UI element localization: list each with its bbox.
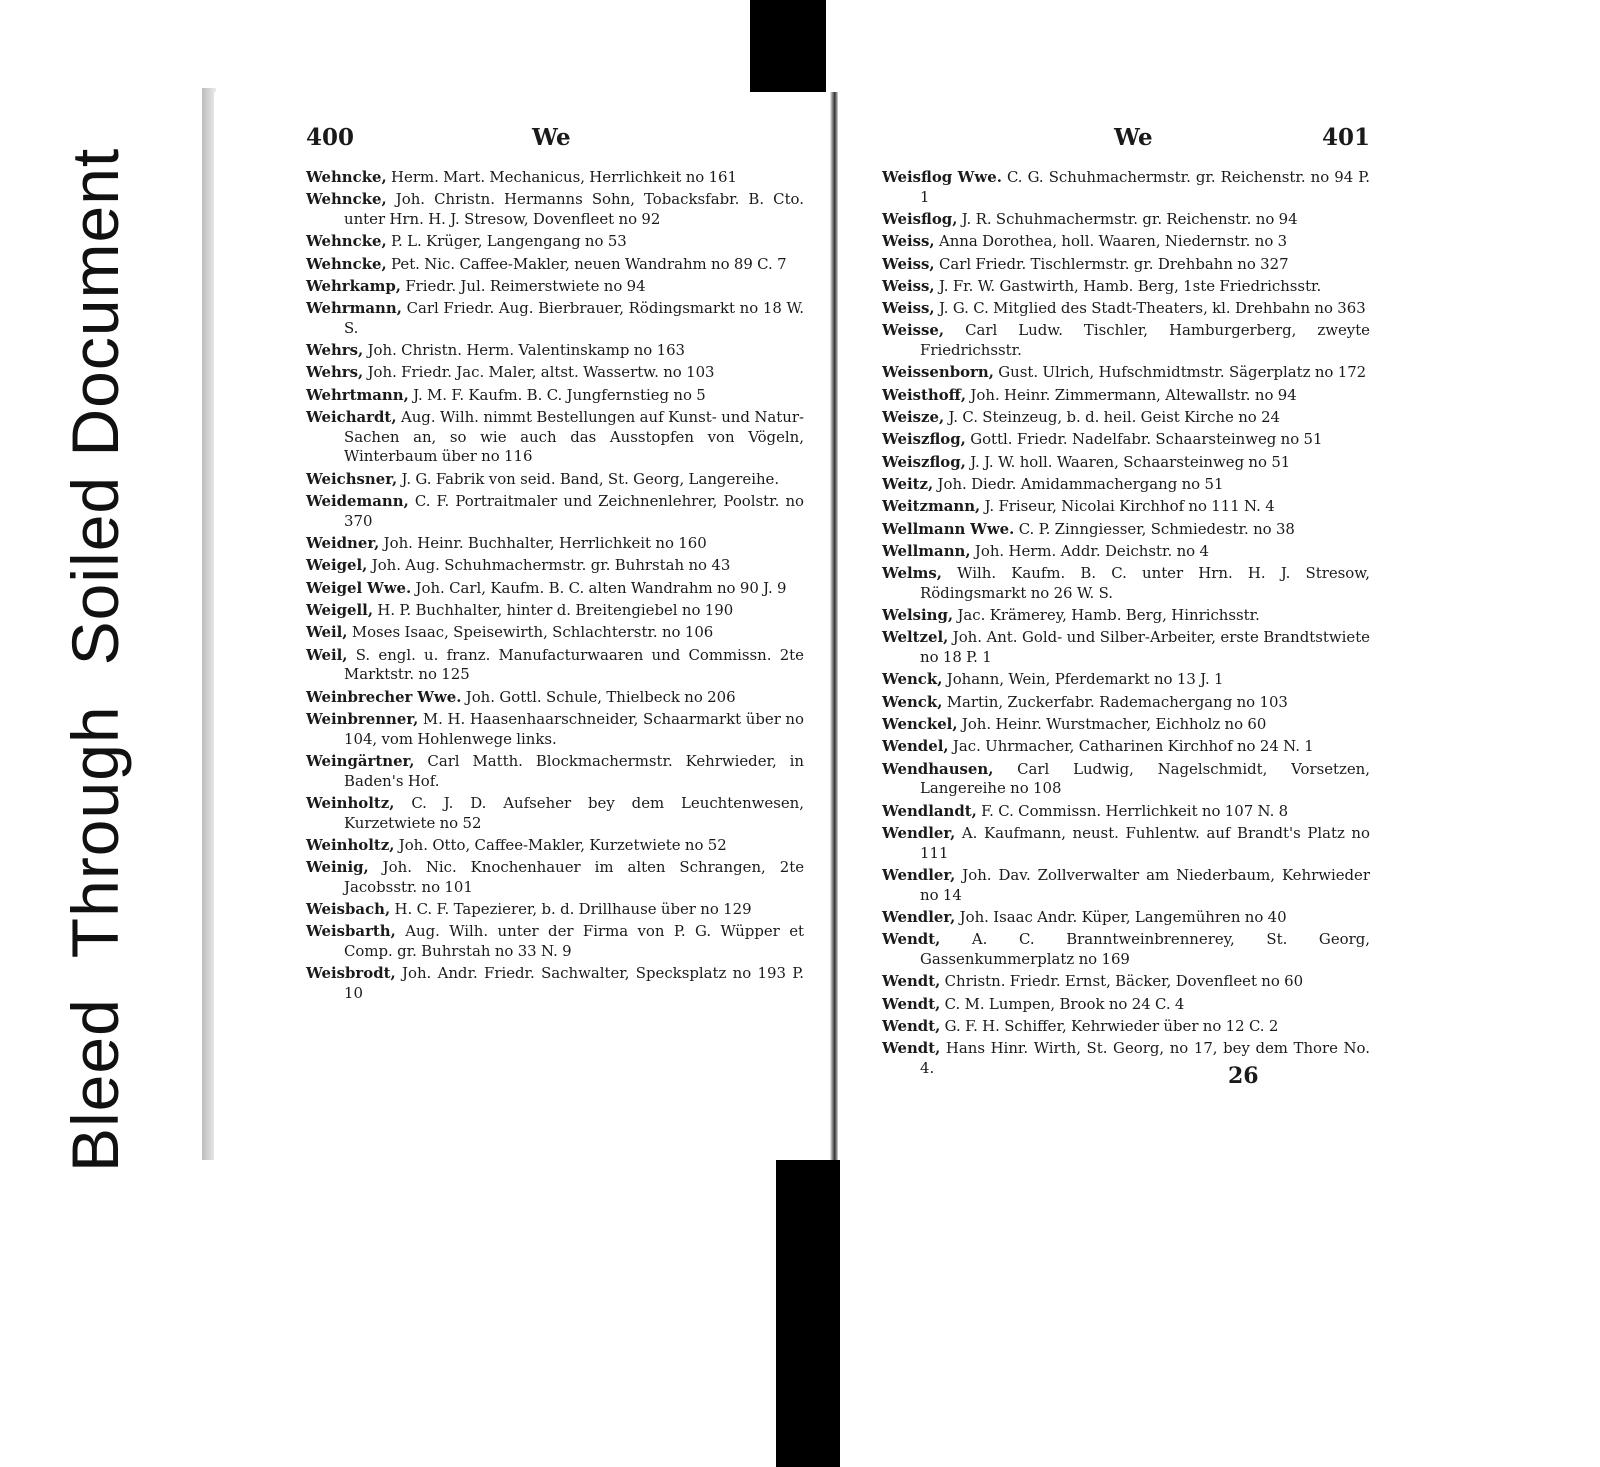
- entry-surname: Wenckel,: [882, 715, 958, 734]
- directory-entry: [882, 606, 1370, 626]
- directory-entry: [306, 255, 804, 275]
- directory-entry: [882, 210, 1370, 230]
- entry-surname: Wendel,: [882, 737, 949, 756]
- directory-entry: [882, 497, 1370, 517]
- entry-surname: Wendt,: [882, 994, 941, 1013]
- directory-entry: [306, 386, 804, 406]
- directory-entry: [306, 534, 804, 554]
- entry-surname: Weinbrenner,: [306, 709, 419, 728]
- entry-details: H. C. F. Tapezierer, b. d. Drillhause über no 129: [394, 900, 752, 919]
- entry-details: F. C. Commissn. Herrlichkeit no 107 N. 8: [981, 801, 1289, 820]
- running-head: We: [1114, 124, 1153, 151]
- entry-surname: Wehncke,: [306, 232, 387, 251]
- directory-entry: [306, 579, 804, 599]
- entry-details: Joh. Friedr. Jac. Maler, altst. Wassertw. no 103: [367, 363, 715, 382]
- entry-surname: Wendler,: [882, 907, 956, 926]
- entry-details: Aug. Wilh. nimmt Bestellungen auf Kunst- und Natur-Sachen an, so wie auch das Ausstopfen von Vögeln, Winterbaum über no 116: [344, 408, 804, 466]
- entry-details: C. G. Schuhmachermstr. gr. Reichenstr. no 94 P. 1: [920, 168, 1370, 206]
- directory-entry: [306, 341, 804, 361]
- entry-details: Joh. Gottl. Schule, Thielbeck no 206: [465, 687, 736, 706]
- entry-surname: Weisthoff,: [882, 385, 967, 404]
- entry-details: J. Fr. W. Gastwirth, Hamb. Berg, 1ste Friedrichsstr.: [938, 276, 1322, 295]
- entry-surname: Wehrkamp,: [306, 276, 401, 295]
- directory-entry: [306, 964, 804, 1003]
- directory-entry: [306, 168, 804, 188]
- directory-entry: [882, 628, 1370, 667]
- directory-entries: [306, 168, 804, 1004]
- entry-surname: Weisse,: [882, 321, 945, 340]
- book-gutter: [830, 92, 838, 1164]
- entry-surname: Wendlandt,: [882, 801, 977, 820]
- entry-surname: Wendt,: [882, 1016, 941, 1035]
- directory-entry: [882, 168, 1370, 207]
- directory-entry: [882, 430, 1370, 450]
- directory-entry: [306, 556, 804, 576]
- entry-details: Joh. Nic. Knochenhauer im alten Schrangen, 2te Jacobsstr. no 101: [344, 858, 805, 896]
- entry-surname: Weinig,: [306, 858, 369, 877]
- entry-details: Gottl. Friedr. Nadelfabr. Schaarsteinweg no 51: [970, 430, 1323, 449]
- entry-surname: Wendt,: [882, 930, 941, 949]
- entry-details: Jac. Krämerey, Hamb. Berg, Hinrichsstr.: [957, 606, 1260, 625]
- directory-entry: [882, 520, 1370, 540]
- entry-surname: Weil,: [306, 645, 348, 664]
- directory-entry: [882, 299, 1370, 319]
- entry-details: Johann, Wein, Pferdemarkt no 13 J. 1: [946, 670, 1224, 689]
- entry-details: P. L. Krüger, Langengang no 53: [391, 232, 627, 251]
- entry-surname: Wehncke,: [306, 254, 387, 273]
- film-redaction-bar-bottom: [776, 1160, 840, 1467]
- directory-entry: [306, 752, 804, 791]
- directory-entry: [306, 710, 804, 749]
- entry-surname: Weichardt,: [306, 408, 397, 427]
- entry-details: Carl Friedr. Tischlermstr. gr. Drehbahn no 327: [938, 254, 1289, 273]
- entry-details: H. P. Buchhalter, hinter d. Breitengiebel no 190: [377, 600, 734, 619]
- entry-details: Herm. Mart. Mechanicus, Herrlichkeit no 161: [391, 168, 737, 186]
- entry-surname: Weiss,: [882, 276, 935, 295]
- directory-entry: [882, 866, 1370, 905]
- directory-entry: [306, 601, 804, 621]
- directory-entry: [882, 972, 1370, 992]
- entry-surname: Welms,: [882, 564, 942, 583]
- directory-entries: [882, 168, 1370, 1079]
- entry-details: Anna Dorothea, holl. Waaren, Niedernstr. no 3: [938, 232, 1288, 251]
- entry-details: C. J. D. Aufseher bey dem Leuchtenwesen, Kurzetwiete no 52: [344, 793, 804, 832]
- entry-details: Joh. Heinr. Zimmermann, Altewallstr. no 94: [970, 385, 1297, 404]
- directory-entry: [882, 475, 1370, 495]
- page-header: [306, 124, 804, 156]
- entry-surname: Wendt,: [882, 972, 941, 991]
- directory-entry: [882, 670, 1370, 690]
- entry-details: A. Kaufmann, neust. Fuhlentw. auf Brandt's Platz no 111: [920, 823, 1370, 862]
- entry-details: Friedr. Jul. Reimerstwiete no 94: [405, 276, 646, 295]
- entry-surname: Wenck,: [882, 692, 943, 711]
- right-page: [882, 124, 1370, 1081]
- entry-surname: Weisbach,: [306, 900, 391, 919]
- entry-details: Moses Isaac, Speisewirth, Schlachterstr. no 106: [351, 623, 714, 642]
- directory-entry: [882, 564, 1370, 603]
- entry-surname: Weltzel,: [882, 628, 949, 647]
- entry-details: Joh. Ant. Gold- und Silber-Arbeiter, erste Brandtstwiete no 18 P. 1: [920, 628, 1370, 667]
- entry-details: Joh. Aug. Schuhmachermstr. gr. Buhrstah no 43: [371, 556, 731, 575]
- entry-surname: Weiss,: [882, 232, 935, 251]
- entry-surname: Weichsner,: [306, 469, 398, 488]
- directory-entry: [306, 363, 804, 383]
- entry-surname: Wellmann Wwe.: [882, 519, 1015, 538]
- entry-details: Joh. Carl, Kaufm. B. C. alten Wandrahm no 90 J. 9: [415, 578, 787, 597]
- entry-details: C. M. Lumpen, Brook no 24 C. 4: [944, 994, 1185, 1013]
- directory-entry: [306, 858, 804, 897]
- entry-details: Christn. Friedr. Ernst, Bäcker, Dovenfleet no 60: [944, 972, 1304, 991]
- stamp-word: Bleed: [58, 998, 132, 1172]
- entry-details: M. H. Haasenhaarschneider, Schaarmarkt über no 104, vom Hohlenwege links.: [344, 709, 804, 748]
- entry-surname: Weil,: [306, 623, 348, 642]
- directory-entry: [882, 277, 1370, 297]
- directory-entry: [306, 794, 804, 833]
- directory-entry: [882, 542, 1370, 562]
- directory-entry: [306, 688, 804, 708]
- page-number: 400: [306, 124, 355, 151]
- entry-details: Carl Friedr. Aug. Bierbrauer, Rödingsmarkt no 18 W. S.: [344, 299, 804, 337]
- entry-surname: Wehncke,: [306, 190, 387, 209]
- stamp-word: Through: [58, 705, 132, 959]
- entry-details: Joh. Herm. Addr. Deichstr. no 4: [974, 541, 1209, 560]
- entry-details: Joh. Isaac Andr. Küper, Langemühren no 40: [959, 907, 1287, 926]
- directory-entry: [882, 930, 1370, 969]
- entry-details: Carl Matth. Blockmachermstr. Kehrwieder, in Baden's Hof.: [344, 751, 804, 790]
- entry-surname: Wenck,: [882, 670, 943, 689]
- directory-entry: [306, 836, 804, 856]
- entry-details: Joh. Andr. Friedr. Sachwalter, Specksplatz no 193 P. 10: [344, 964, 804, 1003]
- signature-mark: 26: [1228, 1063, 1259, 1089]
- entry-surname: Weiszflog,: [882, 452, 966, 471]
- entry-surname: Weigel Wwe.: [306, 578, 412, 597]
- directory-entry: [882, 1017, 1370, 1037]
- directory-entry: [882, 760, 1370, 799]
- directory-entry: [882, 363, 1370, 383]
- page-header: [882, 124, 1370, 156]
- directory-entry: [882, 737, 1370, 757]
- entry-surname: Wendler,: [882, 823, 956, 842]
- directory-entry: [306, 922, 804, 961]
- directory-entry: [306, 190, 804, 229]
- directory-entry: [882, 232, 1370, 252]
- entry-surname: Weidemann,: [306, 492, 409, 511]
- entry-surname: Wendhausen,: [882, 759, 994, 778]
- directory-entry: [882, 321, 1370, 360]
- entry-surname: Weigel,: [306, 556, 368, 575]
- entry-surname: Weigell,: [306, 600, 374, 619]
- entry-surname: Weisbarth,: [306, 922, 396, 941]
- directory-entry: [882, 1039, 1370, 1078]
- directory-entry: [882, 408, 1370, 428]
- entry-surname: Wendt,: [882, 1039, 941, 1058]
- entry-details: J. C. Steinzeug, b. d. heil. Geist Kirche no 24: [948, 408, 1281, 427]
- directory-entry: [306, 646, 804, 685]
- entry-surname: Weidner,: [306, 534, 380, 553]
- entry-surname: Weisflog,: [882, 210, 958, 228]
- directory-entry: [306, 900, 804, 920]
- directory-entry: [882, 693, 1370, 713]
- entry-details: J. M. F. Kaufm. B. C. Jungfernstieg no 5: [413, 385, 706, 404]
- entry-surname: Weisflog Wwe.: [882, 168, 1002, 186]
- entry-surname: Wehrs,: [306, 341, 364, 360]
- entry-details: Joh. Dav. Zollverwalter am Niederbaum, Kehrwieder no 14: [920, 865, 1370, 904]
- entry-details: J. G. Fabrik von seid. Band, St. Georg, Langereihe.: [401, 469, 780, 488]
- entry-surname: Weingärtner,: [306, 751, 415, 770]
- entry-details: C. F. Portraitmaler und Zeichnenlehrer, Poolstr. no 370: [344, 492, 804, 530]
- entry-details: G. F. H. Schiffer, Kehrwieder über no 12 C. 2: [944, 1016, 1279, 1035]
- entry-surname: Wendler,: [882, 865, 956, 884]
- directory-entry: [306, 277, 804, 297]
- entry-surname: Wehrmann,: [306, 299, 402, 318]
- directory-entry: [882, 802, 1370, 822]
- directory-entry: [306, 232, 804, 252]
- entry-details: J. G. C. Mitglied des Stadt-Theaters, kl. Drehbahn no 363: [938, 299, 1366, 318]
- entry-surname: Weitz,: [882, 474, 934, 493]
- entry-surname: Welsing,: [882, 606, 954, 625]
- directory-entry: [306, 492, 804, 531]
- entry-details: J. R. Schuhmachermstr. gr. Reichenstr. no 94: [961, 210, 1298, 228]
- entry-details: Wilh. Kaufm. B. C. unter Hrn. H. J. Stresow, Rödingsmarkt no 26 W. S.: [920, 564, 1370, 602]
- entry-surname: Weisbrodt,: [306, 964, 396, 983]
- entry-details: Aug. Wilh. unter der Firma von P. G. Wüpper et Comp. gr. Buhrstah no 33 N. 9: [344, 922, 804, 961]
- entry-details: Jac. Uhrmacher, Catharinen Kirchhof no 24 N. 1: [952, 737, 1314, 756]
- entry-surname: Weinbrecher Wwe.: [306, 687, 462, 706]
- entry-surname: Weisze,: [882, 408, 945, 427]
- entry-details: J. Friseur, Nicolai Kirchhof no 111 N. 4: [984, 497, 1275, 516]
- directory-entry: [882, 453, 1370, 473]
- entry-details: Joh. Diedr. Amidammachergang no 51: [937, 474, 1224, 493]
- directory-entry: [306, 299, 804, 338]
- stamp-word: Document: [58, 147, 132, 457]
- entry-details: J. J. W. holl. Waaren, Schaarsteinweg no 51: [970, 452, 1291, 471]
- entry-surname: Wehrtmann,: [306, 385, 409, 404]
- entry-details: Joh. Otto, Caffee-Makler, Kurzetwiete no 52: [398, 835, 727, 854]
- entry-details: Joh. Christn. Hermanns Sohn, Tobacksfabr. B. Cto. unter Hrn. H. J. Stresow, Dovenfleet no 92: [344, 190, 804, 228]
- page-number: 401: [1321, 124, 1370, 151]
- directory-entry: [882, 908, 1370, 928]
- entry-details: Carl Ludwig, Nagelschmidt, Vorsetzen, Langereihe no 108: [920, 759, 1370, 798]
- film-redaction-bar-top: [750, 0, 826, 104]
- entry-surname: Wehrs,: [306, 363, 364, 382]
- entry-details: C. P. Zinngiesser, Schmiedestr. no 38: [1018, 519, 1295, 538]
- entry-surname: Weiszflog,: [882, 430, 966, 449]
- entry-surname: Wellmann,: [882, 541, 971, 560]
- entry-details: Pet. Nic. Caffee-Makler, neuen Wandrahm no 89 C. 7: [391, 254, 787, 273]
- entry-surname: Weiss,: [882, 254, 935, 273]
- entry-details: Gust. Ulrich, Hufschmidtmstr. Sägerplatz no 172: [998, 363, 1367, 382]
- bleed-through-soiled-document-stamp: [40, 100, 150, 1172]
- stamp-word: Soiled: [58, 475, 132, 666]
- directory-entry: [882, 824, 1370, 863]
- entry-details: A. C. Branntweinbrennerey, St. Georg, Gassenkummerplatz no 169: [920, 930, 1370, 968]
- directory-entry: [882, 715, 1370, 735]
- entry-details: Joh. Christn. Herm. Valentinskamp no 163: [367, 341, 686, 360]
- directory-entry: [882, 386, 1370, 406]
- entry-surname: Weinholtz,: [306, 835, 395, 854]
- entry-details: Martin, Zuckerfabr. Rademachergang no 103: [946, 692, 1288, 711]
- directory-entry: [306, 623, 804, 643]
- entry-surname: Wehncke,: [306, 168, 387, 186]
- entry-details: Hans Hinr. Wirth, St. Georg, no 17, bey dem Thore No. 4.: [920, 1039, 1370, 1077]
- entry-details: Carl Ludw. Tischler, Hamburgerberg, zweyte Friedrichsstr.: [920, 321, 1370, 360]
- entry-surname: Weinholtz,: [306, 793, 395, 812]
- directory-entry: [306, 470, 804, 490]
- entry-details: Joh. Heinr. Wurstmacher, Eichholz no 60: [961, 715, 1267, 734]
- entry-details: Joh. Heinr. Buchhalter, Herrlichkeit no 160: [383, 534, 707, 553]
- left-page: [306, 124, 804, 1006]
- directory-entry: [882, 995, 1370, 1015]
- entry-surname: Weitzmann,: [882, 497, 981, 516]
- entry-surname: Weiss,: [882, 299, 935, 318]
- directory-entry: [306, 408, 804, 467]
- running-head: We: [532, 124, 571, 151]
- entry-surname: Weissenborn,: [882, 363, 994, 382]
- directory-entry: [882, 255, 1370, 275]
- entry-details: S. engl. u. franz. Manufacturwaaren und Commissn. 2te Marktstr. no 125: [344, 645, 804, 684]
